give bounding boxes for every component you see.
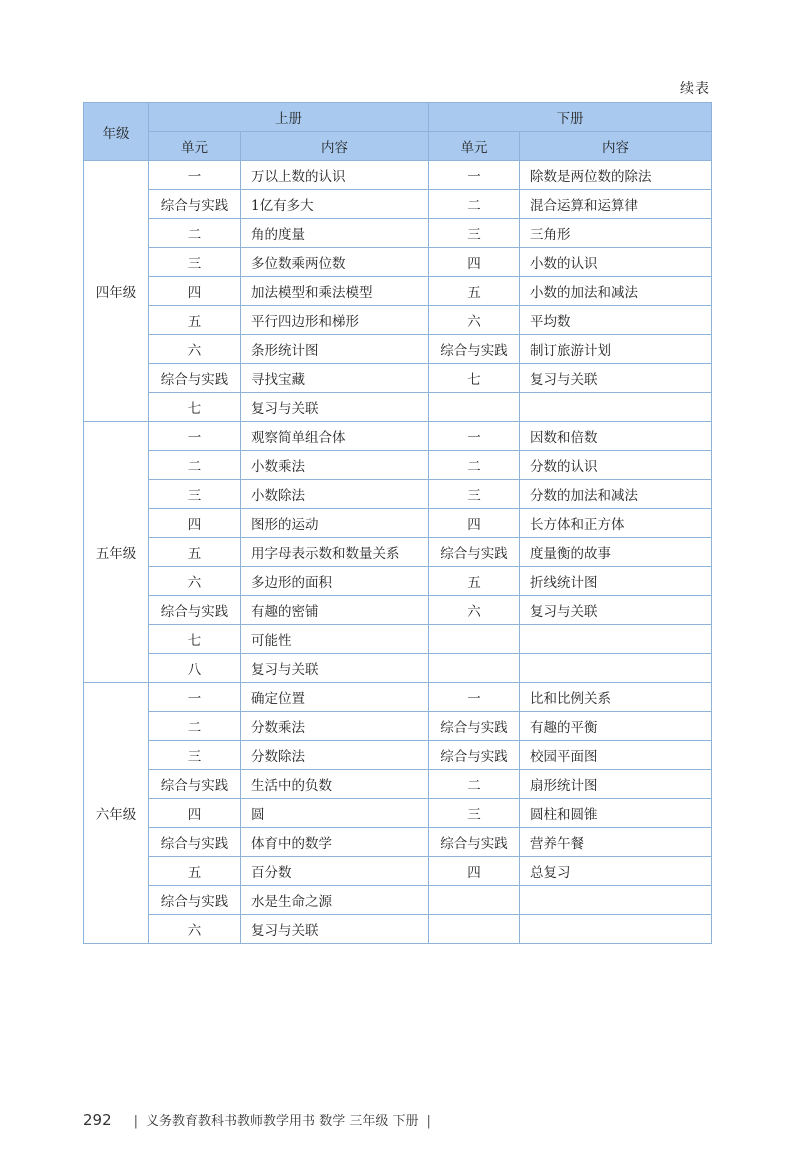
table-row [84, 248, 712, 277]
content-upper-cell: 生活中的负数 [241, 770, 429, 799]
table-row [84, 335, 712, 364]
unit-upper-cell: 一 [149, 683, 241, 712]
content-upper-cell: 水是生命之源 [241, 886, 429, 915]
unit-upper-cell: 综合与实践 [149, 770, 241, 799]
unit-upper-cell: 三 [149, 480, 241, 509]
header-unit-upper: 单元 [149, 132, 241, 161]
unit-upper-cell: 七 [149, 393, 241, 422]
content-lower-cell: 混合运算和运算律 [520, 190, 712, 219]
unit-lower-cell: 五 [429, 277, 520, 306]
content-upper-cell: 多边形的面积 [241, 567, 429, 596]
unit-upper-cell: 三 [149, 248, 241, 277]
table-row [84, 683, 712, 712]
unit-lower-cell [429, 625, 520, 654]
table-header [84, 103, 712, 161]
unit-lower-cell: 四 [429, 248, 520, 277]
footer-separator: | [426, 1114, 431, 1129]
unit-upper-cell: 一 [149, 161, 241, 190]
content-upper-cell: 万以上数的认识 [241, 161, 429, 190]
content-lower-cell [520, 915, 712, 944]
unit-upper-cell: 六 [149, 567, 241, 596]
unit-lower-cell [429, 915, 520, 944]
unit-lower-cell: 一 [429, 683, 520, 712]
unit-upper-cell: 综合与实践 [149, 886, 241, 915]
unit-upper-cell: 二 [149, 712, 241, 741]
table-row [84, 654, 712, 683]
table-row [84, 857, 712, 886]
unit-upper-cell: 六 [149, 335, 241, 364]
content-upper-cell: 体育中的数学 [241, 828, 429, 857]
unit-lower-cell [429, 654, 520, 683]
table-row [84, 799, 712, 828]
content-upper-cell: 复习与关联 [241, 393, 429, 422]
content-upper-cell: 平行四边形和梯形 [241, 306, 429, 335]
table-row [84, 828, 712, 857]
unit-upper-cell: 二 [149, 219, 241, 248]
unit-lower-cell: 综合与实践 [429, 538, 520, 567]
content-upper-cell: 用字母表示数和数量关系 [241, 538, 429, 567]
content-lower-cell: 制订旅游计划 [520, 335, 712, 364]
content-lower-cell: 小数的认识 [520, 248, 712, 277]
unit-lower-cell: 综合与实践 [429, 712, 520, 741]
unit-lower-cell: 三 [429, 799, 520, 828]
content-upper-cell: 小数除法 [241, 480, 429, 509]
unit-upper-cell: 五 [149, 538, 241, 567]
content-lower-cell: 复习与关联 [520, 364, 712, 393]
unit-upper-cell: 二 [149, 451, 241, 480]
header-content-lower: 内容 [520, 132, 712, 161]
unit-upper-cell: 六 [149, 915, 241, 944]
content-lower-cell: 有趣的平衡 [520, 712, 712, 741]
grade-cell: 六年级 [84, 683, 149, 944]
unit-lower-cell: 六 [429, 596, 520, 625]
content-upper-cell: 分数乘法 [241, 712, 429, 741]
unit-lower-cell: 四 [429, 509, 520, 538]
content-upper-cell: 复习与关联 [241, 915, 429, 944]
table-row [84, 161, 712, 190]
grade-cell: 五年级 [84, 422, 149, 683]
content-upper-cell: 条形统计图 [241, 335, 429, 364]
content-upper-cell: 有趣的密铺 [241, 596, 429, 625]
table-row [84, 306, 712, 335]
content-upper-cell: 寻找宝藏 [241, 364, 429, 393]
table-row [84, 741, 712, 770]
footer-separator: | [133, 1114, 139, 1129]
content-upper-cell: 小数乘法 [241, 451, 429, 480]
content-lower-cell: 复习与关联 [520, 596, 712, 625]
unit-upper-cell: 综合与实践 [149, 828, 241, 857]
content-lower-cell: 小数的加法和减法 [520, 277, 712, 306]
table-row [84, 190, 712, 219]
footer-subject: 数学 [319, 1114, 346, 1129]
unit-upper-cell: 综合与实践 [149, 596, 241, 625]
table-row [84, 422, 712, 451]
unit-upper-cell: 四 [149, 509, 241, 538]
unit-upper-cell: 四 [149, 277, 241, 306]
content-lower-cell: 分数的认识 [520, 451, 712, 480]
content-lower-cell [520, 654, 712, 683]
grade-cell: 四年级 [84, 161, 149, 422]
header-upper-volume: 上册 [149, 103, 429, 132]
table-row [84, 770, 712, 799]
content-lower-cell: 比和比例关系 [520, 683, 712, 712]
unit-lower-cell: 综合与实践 [429, 828, 520, 857]
content-lower-cell: 扇形统计图 [520, 770, 712, 799]
content-lower-cell: 总复习 [520, 857, 712, 886]
unit-upper-cell: 三 [149, 741, 241, 770]
content-upper-cell: 加法模型和乘法模型 [241, 277, 429, 306]
table-row [84, 625, 712, 654]
unit-lower-cell: 七 [429, 364, 520, 393]
unit-lower-cell: 二 [429, 770, 520, 799]
content-upper-cell: 确定位置 [241, 683, 429, 712]
unit-lower-cell: 综合与实践 [429, 741, 520, 770]
table-row [84, 219, 712, 248]
unit-upper-cell: 一 [149, 422, 241, 451]
content-lower-cell [520, 886, 712, 915]
curriculum-table [83, 102, 712, 944]
content-lower-cell: 圆柱和圆锥 [520, 799, 712, 828]
content-upper-cell: 复习与关联 [241, 654, 429, 683]
content-lower-cell: 长方体和正方体 [520, 509, 712, 538]
unit-lower-cell: 六 [429, 306, 520, 335]
content-lower-cell [520, 625, 712, 654]
table-row [84, 567, 712, 596]
page-number: 292 [83, 1111, 112, 1129]
content-upper-cell: 多位数乘两位数 [241, 248, 429, 277]
table-row [84, 915, 712, 944]
content-upper-cell: 图形的运动 [241, 509, 429, 538]
unit-lower-cell: 四 [429, 857, 520, 886]
unit-upper-cell: 四 [149, 799, 241, 828]
content-lower-cell: 校园平面图 [520, 741, 712, 770]
unit-lower-cell: 三 [429, 219, 520, 248]
unit-lower-cell: 二 [429, 451, 520, 480]
unit-lower-cell: 五 [429, 567, 520, 596]
unit-upper-cell: 七 [149, 625, 241, 654]
content-lower-cell: 营养午餐 [520, 828, 712, 857]
content-upper-cell: 1亿有多大 [241, 190, 429, 219]
table-row [84, 480, 712, 509]
header-unit-lower: 单元 [429, 132, 520, 161]
unit-lower-cell: 三 [429, 480, 520, 509]
content-upper-cell: 分数除法 [241, 741, 429, 770]
unit-upper-cell: 八 [149, 654, 241, 683]
content-lower-cell: 折线统计图 [520, 567, 712, 596]
header-lower-volume: 下册 [429, 103, 712, 132]
content-lower-cell: 除数是两位数的除法 [520, 161, 712, 190]
table-row [84, 451, 712, 480]
content-upper-cell: 圆 [241, 799, 429, 828]
table-row [84, 509, 712, 538]
footer-volume: 下册 [392, 1114, 419, 1129]
continued-label: 续表 [680, 81, 710, 97]
unit-upper-cell: 综合与实践 [149, 364, 241, 393]
content-lower-cell: 平均数 [520, 306, 712, 335]
table-row [84, 886, 712, 915]
content-lower-cell [520, 393, 712, 422]
unit-upper-cell: 五 [149, 306, 241, 335]
content-lower-cell: 度量衡的故事 [520, 538, 712, 567]
unit-lower-cell: 二 [429, 190, 520, 219]
content-upper-cell: 百分数 [241, 857, 429, 886]
unit-lower-cell: 一 [429, 161, 520, 190]
content-upper-cell: 角的度量 [241, 219, 429, 248]
unit-lower-cell [429, 886, 520, 915]
unit-lower-cell: 综合与实践 [429, 335, 520, 364]
table-row [84, 538, 712, 567]
content-upper-cell: 观察简单组合体 [241, 422, 429, 451]
footer-grade: 三年级 [349, 1114, 389, 1129]
content-upper-cell: 可能性 [241, 625, 429, 654]
unit-upper-cell: 综合与实践 [149, 190, 241, 219]
content-lower-cell: 分数的加法和减法 [520, 480, 712, 509]
unit-lower-cell [429, 393, 520, 422]
table-body [84, 161, 712, 944]
table-row [84, 712, 712, 741]
header-grade: 年级 [84, 103, 149, 161]
page-footer [83, 1110, 439, 1129]
content-lower-cell: 三角形 [520, 219, 712, 248]
unit-upper-cell: 五 [149, 857, 241, 886]
unit-lower-cell: 一 [429, 422, 520, 451]
table-row [84, 393, 712, 422]
table-row [84, 364, 712, 393]
footer-book-title: 义务教育教科书教师教学用书 [146, 1114, 316, 1129]
header-content-upper: 内容 [241, 132, 429, 161]
table-row [84, 277, 712, 306]
table-row [84, 596, 712, 625]
content-lower-cell: 因数和倍数 [520, 422, 712, 451]
